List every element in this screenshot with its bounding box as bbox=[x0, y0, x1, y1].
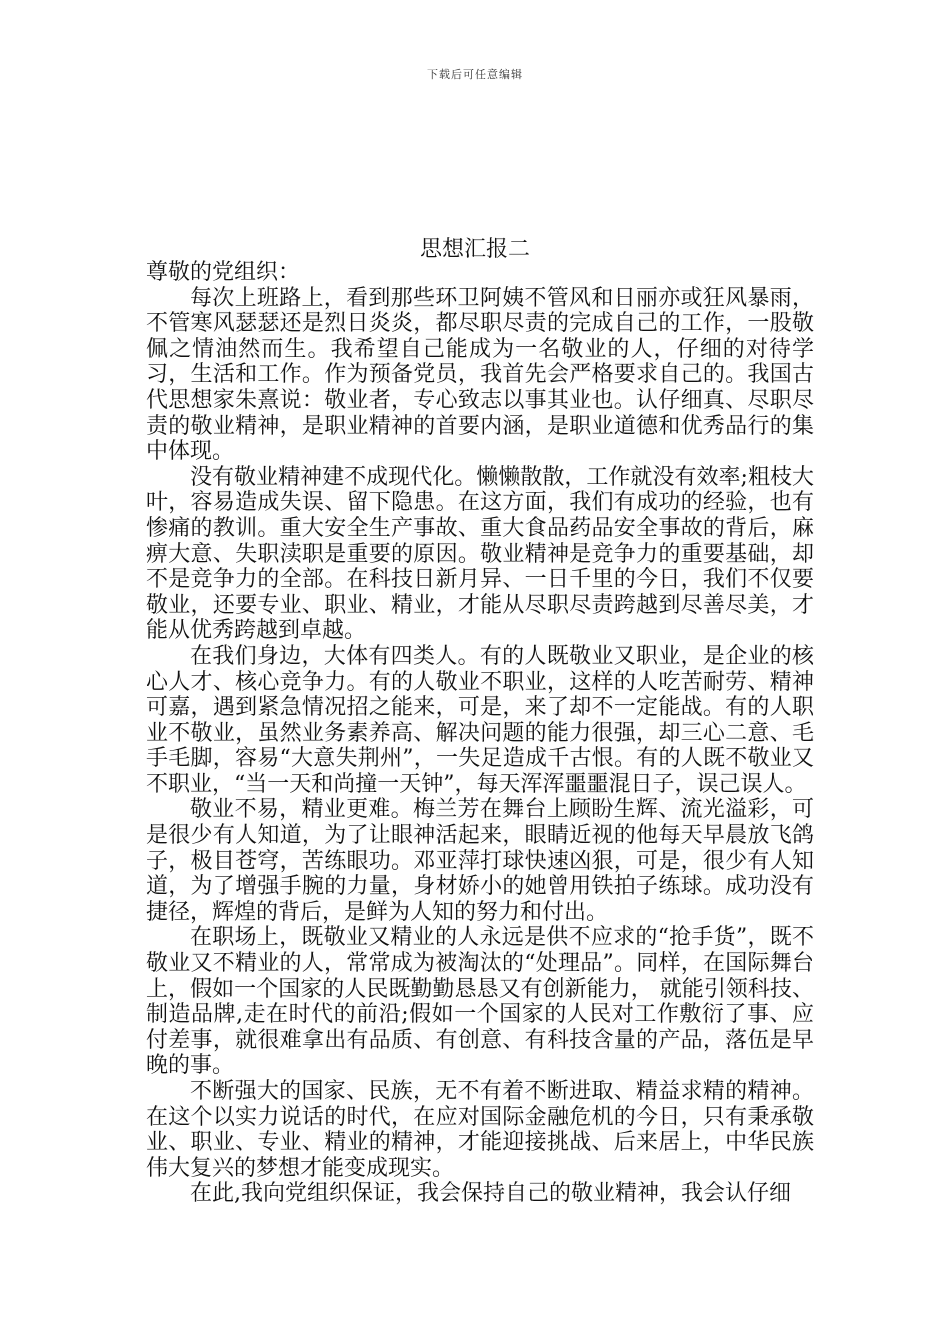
paragraph-4: 敬业不易，精业更难。梅兰芳在舞台上顾盼生辉、流光溢彩，可是很少有人知道，为了让眼神活起来，眼睛近视的他每天早晨放飞鸽子，极目苍穹，苦练眼功。邓亚萍打球快速凶狠，可是，很少有人知道，为了增强手腕的力量，身材娇小的她曾用铁拍子练球。成功没有捷径，辉煌的背后，是鲜为人知的努力和付出。 bbox=[146, 797, 814, 925]
paragraph-7: 在此,我向党组织保证，我会保持自己的敬业精神，我会认仔细 bbox=[190, 1181, 791, 1207]
document-body bbox=[146, 260, 814, 1207]
salutation: 尊敬的党组织： bbox=[146, 260, 301, 285]
document-title: 思想汇报二 bbox=[419, 237, 530, 262]
header-note: 下载后可任意编辑 bbox=[427, 68, 523, 81]
paragraph-3: 在我们身边，大体有四类人。有的人既敬业又职业，是企业的核心人才、核心竞争力。有的人敬业不职业，这样的人吃苦耐劳、精神可嘉，遇到紧急情况招之能来，可是，来了却不一定能战。有的人职业不敬业，虽然业务素养高、解决问题的能力很强，却三心二意、毛手毛脚，容易“大意失荆州”，一失足造成千古恨。有的人既不敬业又不职业，“当一天和尚撞一天钟”，每天浑浑噩噩混日子，误己误人。 bbox=[146, 643, 814, 797]
paragraph-5: 在职场上，既敬业又精业的人永远是供不应求的“抢手货”，既不敬业又不精业的人，常常成为被淘汰的“处理品”。同样，在国际舞台上，假如一个国家的人民既勤勤恳恳又有创新能力， 就能引领科技、制造品牌,走在时代的前沿;假如一个国家的人民对工作敷衍了事、应付差事，就很难拿出有品质、有创意、有科技含量的产品，落伍是早晚的事。 bbox=[146, 925, 814, 1079]
paragraph-1: 每次上班路上，看到那些环卫阿姨不管风和日丽亦或狂风暴雨，不管寒风瑟瑟还是烈日炎炎，都尽职尽责的完成自己的工作，一股敬佩之情油然而生。我希望自己能成为一名敬业的人，仔细的对待学习，生活和工作。作为预备党员，我首先会严格要求自己的。我国古代思想家朱熹说：敬业者，专心致志以事其业也。认仔细真、尽职尽责的敬业精神，是职业精神的首要内涵，是职业道德和优秀品行的集中体现。 bbox=[146, 285, 814, 465]
paragraph-6: 不断强大的国家、民族，无不有着不断进取、精益求精的精神。在这个以实力说话的时代，在应对国际金融危机的今日，只有秉承敬业、职业、专业、精业的精神，才能迎接挑战、后来居上，中华民族伟大复兴的梦想才能变成现实。 bbox=[146, 1079, 814, 1181]
paragraph-2: 没有敬业精神建不成现代化。懒懒散散，工作就没有效率;粗枝大叶，容易造成失误、留下隐患。在这方面，我们有成功的经验，也有惨痛的教训。重大安全生产事故、重大食品药品安全事故的背后，麻痹大意、失职渎职是重要的原因。敬业精神是竞争力的重要基础，却不是竞争力的全部。在科技日新月异、一日千里的今日，我们不仅要敬业，还要专业、职业、精业，才能从尽职尽责跨越到尽善尽美，才能从优秀跨越到卓越。 bbox=[146, 464, 814, 644]
